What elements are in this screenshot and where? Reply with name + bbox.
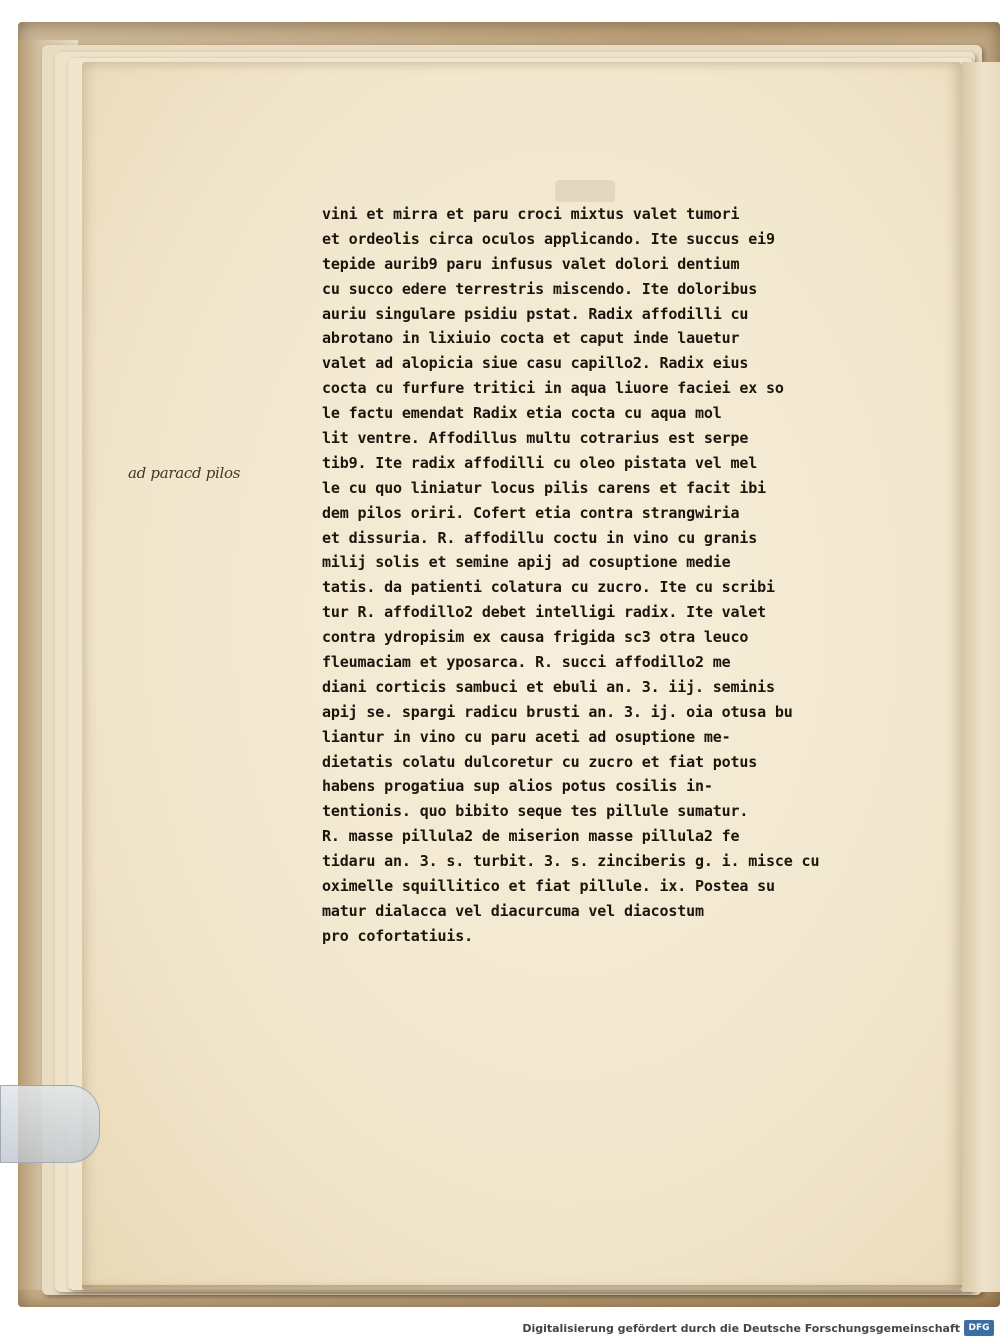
facing-page-edge bbox=[962, 62, 1000, 1292]
text-line: matur dialacca vel diacurcuma vel diacostum bbox=[322, 901, 704, 920]
text-line: le cu quo liniatur locus pilis carens et facit ibi bbox=[322, 478, 767, 497]
text-line: oximelle squillitico et fiat pillule. ix. Postea su bbox=[322, 877, 775, 896]
text-line: abrotano in lixiuio cocta et caput inde lauetur bbox=[322, 329, 740, 348]
text-line: le factu emendat Radix etia cocta cu aqua mol bbox=[322, 404, 722, 423]
text-line: apij se. spargi radicu brusti an. 3. ij. oia otusa bu bbox=[322, 702, 793, 721]
text-line: milij solis et semine apij ad cosuptione medie bbox=[322, 553, 731, 572]
printed-text-block bbox=[322, 202, 827, 949]
text-line: tidaru an. 3. s. turbit. 3. s. zinciberis g. i. misce cu bbox=[322, 852, 820, 871]
text-line: et dissuria. R. affodillu coctu in vino cu granis bbox=[322, 528, 758, 547]
text-line: et ordeolis circa oculos applicando. Ite succus ei9 bbox=[322, 229, 775, 248]
credit-text: Digitalisierung gefördert durch die Deutsche Forschungsgemeinschaft bbox=[522, 1322, 960, 1335]
text-line: cocta cu furfure tritici in aqua liuore faciei ex so bbox=[322, 379, 784, 398]
text-line: tatis. da patienti colatura cu zucro. Ite cu scribi bbox=[322, 578, 775, 597]
text-line: R. masse pillula2 de miserion masse pillula2 fe bbox=[322, 827, 740, 846]
text-line: habens progatiua sup alios potus cosilis in- bbox=[322, 777, 713, 796]
text-line: liantur in vino cu paru aceti ad osuptione me- bbox=[322, 727, 731, 746]
text-line: tib9. Ite radix affodilli cu oleo pistata vel mel bbox=[322, 453, 758, 472]
text-line: tur R. affodillo2 debet intelligi radix. Ite valet bbox=[322, 603, 767, 622]
text-line: vini et mirra et paru croci mixtus valet tumori bbox=[322, 205, 740, 223]
text-line: tentionis. quo bibito seque tes pillule sumatur. bbox=[322, 802, 749, 821]
bleed-through-text bbox=[320, 965, 790, 987]
text-line: auriu singulare psidiu pstat. Radix affodilli cu bbox=[322, 304, 749, 323]
text-line: dem pilos oriri. Cofert etia contra strangwiria bbox=[322, 503, 740, 522]
page-clip bbox=[0, 1085, 100, 1163]
text-line: dietatis colatu dulcoretur cu zucro et fiat potus bbox=[322, 752, 758, 771]
text-line: cu succo edere terrestris miscendo. Ite doloribus bbox=[322, 279, 758, 298]
text-line: pro cofortatiuis. bbox=[322, 926, 473, 945]
text-line: diani corticis sambuci et ebuli an. 3. iij. seminis bbox=[322, 677, 775, 696]
marginal-handwritten-note: ad paracd pilos bbox=[128, 464, 241, 482]
text-line: tepide aurib9 paru infusus valet dolori dentium bbox=[322, 254, 740, 273]
text-line: contra ydropisim ex causa frigida sc3 otra leuco bbox=[322, 628, 749, 647]
page-shadow bbox=[82, 1285, 962, 1297]
text-line: lit ventre. Affodillus multu cotrarius est serpe bbox=[322, 429, 749, 448]
bleed-through-mark bbox=[555, 180, 615, 202]
dfg-logo: DFG bbox=[964, 1320, 994, 1336]
text-line: valet ad alopicia siue casu capillo2. Radix eius bbox=[322, 354, 749, 373]
text-line: fleumaciam et yposarca. R. succi affodillo2 me bbox=[322, 653, 731, 672]
